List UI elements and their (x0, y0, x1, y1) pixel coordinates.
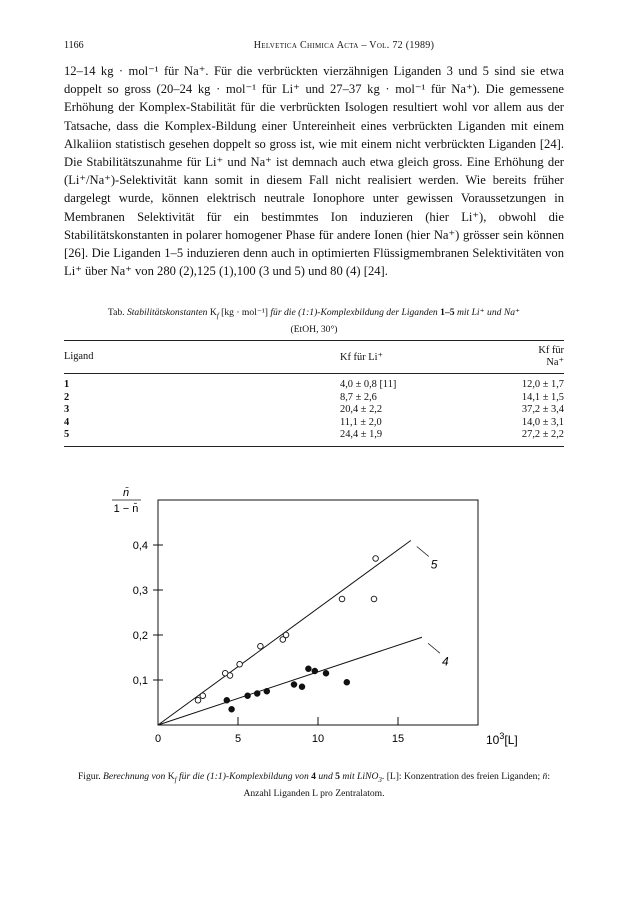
table-row (64, 374, 564, 392)
cell-na: 27,2 ± 2,2 (520, 429, 564, 446)
table-caption-part1: Stabilitätskonstanten (126, 307, 208, 318)
cell-li: 8,7 ± 2,6 (340, 391, 377, 403)
x-tick-label: 10 (311, 733, 325, 745)
data-point-5 (339, 596, 345, 602)
figure-caption-label: Figur. (77, 771, 101, 782)
x-tick-label: 0 (154, 733, 162, 745)
data-point-5 (237, 661, 243, 667)
data-point-5 (227, 673, 233, 679)
table-caption-ligands: 1–5 (440, 307, 455, 318)
series-label-5: 5 (430, 557, 438, 572)
y-tick-label: 0,4 (132, 540, 148, 552)
cell-ligand: 2 (64, 391, 70, 403)
y-tick-label: 0,2 (132, 630, 148, 642)
figure-caption-kf: K (167, 771, 175, 782)
body-paragraph-block (64, 62, 564, 280)
cell-ligand: 3 (64, 404, 70, 416)
cell-na: 14,1 ± 1,5 (521, 391, 564, 403)
scatter-chart (96, 480, 518, 760)
table-row (64, 429, 564, 446)
col-header-na: Kf für Na⁺ (520, 341, 564, 374)
data-point-4 (291, 682, 297, 688)
data-point-5 (373, 556, 379, 562)
data-point-4 (323, 670, 329, 676)
data-point-5 (283, 632, 289, 638)
data-point-5 (200, 693, 206, 699)
y-tick-label: 0,3 (132, 585, 148, 597)
cell-li: 24,4 ± 1,9 (214, 429, 520, 446)
figure-caption-part3: und (318, 771, 333, 782)
figure-caption-part2: für die (1:1)-Komplexbildung von (179, 771, 309, 782)
body-paragraph: 12–14 kg · mol⁻¹ für Na⁺. Für die verbrückten vierzähnigen Liganden 3 und 5 sind sie etwa doppelt so gross (20–24 kg · mol⁻¹ für Li⁺ und 27–37 kg · mol⁻¹ für Na⁺). Die gemessene Erhöhung der Komplex-Stabilität für die verbrückten Isologen resultiert wohl vor allem aus der Tatsache, dass die Komplex-Bildung einer Untereinheit eines verbrückten Liganden mit einem Alkaliion statistisch gesehen doppelt so gross ist, wie mit einem nicht verbrückten Liganden [24]. Die Stabilitätszunahme für Li⁺ und Na⁺ ist demnach auch etwa gleich gross. Eine Erhöhung der (Li⁺/Na⁺)-Selektivität kann somit in diesem Fall nicht realisiert werden. Wie bereits früher dargelegt wurde, können elektrisch neutrale Ionophore unter gewissen Voraussetzungen in Membranen Selektivität für ein bestimmtes Ion induzieren (hier Li⁺), obwohl die Stabilitätskonstanten in polarer homogener Phase für andere Ionen (hier Na⁺) grösser sein können [26]. Die Liganden 1–5 induzieren denn auch in optimierten Flüssigmembranen Selektivitäten von Li⁺ über Na⁺ von 280 (2),125 (1),100 (3 und 5) und 80 (4) [24]. (64, 64, 564, 279)
table-header-row (64, 341, 564, 374)
x-axis-label: $10^3[L]$ (486, 731, 518, 747)
figure-caption-ligand5: 5 (335, 771, 340, 782)
data-point-4 (264, 688, 270, 694)
cell-ligand: 5 (64, 429, 214, 446)
series-label-4: 4 (442, 654, 449, 669)
y-axis-label-numerator: n̄ (122, 487, 130, 499)
figure-caption-rest2: : Anzahl Liganden L pro Zentralatom. (243, 771, 551, 799)
figure-caption-lino3: LiNO (357, 771, 379, 782)
cell-li: 20,4 ± 2,2 (340, 404, 383, 416)
figure-caption: Figur. Berechnung von $K_f$ für die (1:1)-Komplexbildung von 4 und 5 mit LiNO$_3$. [L]: Konzentration des freien Liganden; n̄: Anzahl Liganden L pro Zentralatom. (77, 771, 551, 799)
series-label-leader-5 (417, 547, 429, 557)
table-caption: Tab. Stabilitätskonstanten $K_f$ [kg · mol⁻¹] für die (1:1)-Komplexbildung der Liganden 1–5 mit Li⁺ und Na⁺ (EtOH, 30°) (107, 307, 521, 335)
data-point-4 (254, 691, 260, 697)
table-caption-label: Tab. (107, 307, 125, 318)
figure-caption-rest: [L]: Konzentration des freien Liganden; (386, 771, 541, 782)
y-tick-label: 0,1 (132, 675, 148, 687)
cell-ligand: 1 (64, 379, 70, 390)
data-point-5 (258, 643, 264, 649)
table-caption-unit: [kg · mol⁻¹] (221, 307, 268, 318)
table-caption-part2: für die (1:1)-Komplexbildung der Liganden (270, 307, 438, 318)
cell-na: 12,0 ± 1,7 (521, 379, 564, 390)
x-tick-label: 5 (234, 733, 242, 745)
table-row (64, 417, 564, 430)
series-label-leader-4 (428, 643, 440, 653)
table-caption-conditions: (EtOH, 30°) (290, 323, 338, 335)
cell-li: 11,1 ± 2,0 (340, 416, 382, 428)
data-point-4 (299, 684, 305, 690)
figure-caption-part1: Berechnung von (103, 771, 166, 782)
table-row (64, 392, 564, 405)
figure-caption-ligand4: 4 (311, 771, 316, 782)
data-point-4 (245, 693, 251, 699)
col-header-li: Kf für Li⁺ (214, 341, 520, 374)
data-point-4 (312, 668, 318, 674)
data-point-4 (306, 666, 312, 672)
cell-li: 4,0 ± 0,8 [11] (340, 379, 397, 390)
table-caption-part3: mit Li⁺ und Na⁺ (456, 307, 521, 318)
data-point-4 (344, 679, 350, 685)
cell-na: 14,0 ± 3,1 (521, 416, 564, 428)
stability-table (64, 340, 564, 447)
col-header-ligand: Ligand (64, 341, 214, 374)
plot-frame (158, 500, 478, 725)
y-axis-label-denominator: 1 − n̄ (113, 503, 139, 515)
cell-na: 37,2 ± 3,4 (521, 404, 564, 416)
data-point-5 (195, 697, 201, 703)
x-tick-label: 15 (391, 733, 405, 745)
fit-line-4 (158, 637, 422, 725)
running-title: Helvetica Chimica Acta – Vol. 72 (1989) (253, 40, 435, 51)
page-number: 1166 (64, 40, 84, 51)
table-caption-kf: K (209, 307, 217, 318)
table-row (64, 404, 564, 417)
figure-caption-n: n̄ (542, 771, 548, 782)
figure-caption-part4: mit (342, 771, 355, 782)
data-point-4 (229, 706, 235, 712)
data-point-4 (224, 697, 230, 703)
cell-ligand: 4 (64, 416, 70, 428)
data-point-5 (371, 596, 377, 602)
